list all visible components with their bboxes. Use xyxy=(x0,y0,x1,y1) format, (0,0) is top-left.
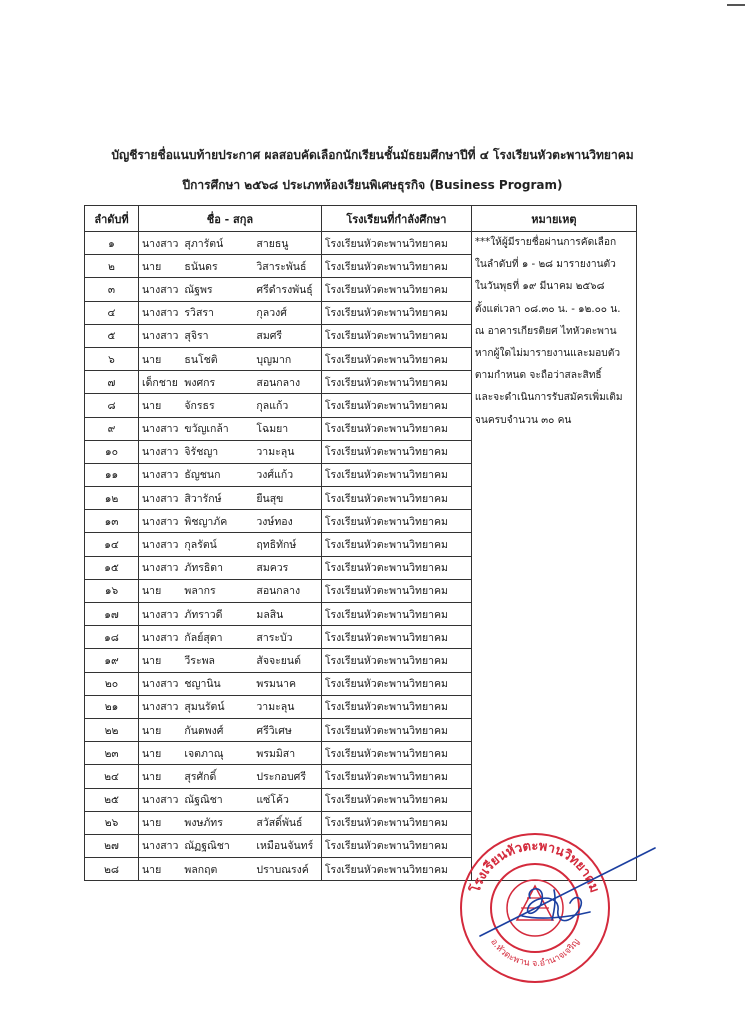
cell-school: โรงเรียนหัวตะพานวิทยาคม xyxy=(321,649,471,672)
cell-school: โรงเรียนหัวตะพานวิทยาคม xyxy=(321,765,471,788)
cell-order-number: ๑๕ xyxy=(85,556,139,579)
page-edge-mark xyxy=(727,4,745,6)
cell-order-number: ๒๓ xyxy=(85,742,139,765)
cell-school: โรงเรียนหัวตะพานวิทยาคม xyxy=(321,811,471,834)
cell-first-name: พลากร xyxy=(181,579,253,602)
cell-name-prefix: นางสาว xyxy=(139,626,182,649)
cell-name-prefix: นาย xyxy=(139,765,182,788)
cell-name-prefix: นาย xyxy=(139,718,182,741)
cell-first-name: พงษภัทร xyxy=(181,811,253,834)
cell-school: โรงเรียนหัวตะพานวิทยาคม xyxy=(321,788,471,811)
cell-first-name: สุมนรัตน์ xyxy=(181,695,253,718)
cell-name-prefix: นางสาว xyxy=(139,834,182,857)
cell-last-name: ประกอบศรี xyxy=(253,765,321,788)
remark-line: หากผู้ใดไม่มารายงานและมอบตัว xyxy=(474,347,621,359)
cell-last-name: สอนกลาง xyxy=(253,371,321,394)
cell-order-number: ๑๗ xyxy=(85,603,139,626)
cell-school: โรงเรียนหัวตะพานวิทยาคม xyxy=(321,742,471,765)
cell-order-number: ๒๗ xyxy=(85,834,139,857)
cell-last-name: วงษ์ทอง xyxy=(253,510,321,533)
cell-order-number: ๖ xyxy=(85,347,139,370)
cell-last-name: กุลแก้ว xyxy=(253,394,321,417)
cell-name-prefix: นางสาว xyxy=(139,695,182,718)
cell-last-name: สมศรี xyxy=(253,324,321,347)
remark-line: ตั้งแต่เวลา ๐๘.๓๐ น. - ๑๒.๐๐ น. xyxy=(474,303,621,315)
remark-line: จนครบจำนวน ๓๐ คน xyxy=(474,414,572,426)
cell-order-number: ๒๖ xyxy=(85,811,139,834)
cell-school: โรงเรียนหัวตะพานวิทยาคม xyxy=(321,440,471,463)
cell-first-name: รวิสรา xyxy=(181,301,253,324)
cell-school: โรงเรียนหัวตะพานวิทยาคม xyxy=(321,858,471,881)
cell-name-prefix: นางสาว xyxy=(139,510,182,533)
cell-order-number: ๔ xyxy=(85,301,139,324)
cell-last-name: สอนกลาง xyxy=(253,579,321,602)
cell-last-name: สายธนู xyxy=(253,232,321,255)
cell-order-number: ๑๙ xyxy=(85,649,139,672)
column-header-name: ชื่อ - สกุล xyxy=(139,206,322,232)
stamp-bottom-text: อ.หัวตะพาน จ.อำนาจเจริญ xyxy=(488,937,582,970)
cell-last-name: เหมือนจันทร์ xyxy=(253,834,321,857)
cell-name-prefix: นาย xyxy=(139,858,182,881)
table-row xyxy=(85,232,637,255)
remark-line: และจะดำเนินการรับสมัครเพิ่มเติม xyxy=(474,392,623,404)
cell-last-name: ศรีดำรงพันธุ์ xyxy=(253,278,321,301)
cell-name-prefix: นางสาว xyxy=(139,440,182,463)
cell-order-number: ๑๐ xyxy=(85,440,139,463)
cell-first-name: กันตพงศ์ xyxy=(181,718,253,741)
column-header-remark: หมายเหตุ xyxy=(471,206,636,232)
remark-line: ณ อาคารเกียรติยศ ไทหัวตะพาน xyxy=(474,325,617,337)
cell-last-name: สาระบัว xyxy=(253,626,321,649)
cell-first-name: ธนโชติ xyxy=(181,347,253,370)
cell-last-name: สัจจะยนต์ xyxy=(253,649,321,672)
cell-first-name: ขวัญเกล้า xyxy=(181,417,253,440)
cell-order-number: ๑ xyxy=(85,232,139,255)
cell-first-name: จักรธร xyxy=(181,394,253,417)
cell-order-number: ๒๘ xyxy=(85,858,139,881)
cell-order-number: ๑๖ xyxy=(85,579,139,602)
student-roster-table xyxy=(84,205,637,881)
cell-name-prefix: นางสาว xyxy=(139,278,182,301)
cell-school: โรงเรียนหัวตะพานวิทยาคม xyxy=(321,232,471,255)
remark-line: ***ให้ผู้มีรายชื่อผ่านการคัดเลือก xyxy=(474,237,617,248)
cell-name-prefix: นาย xyxy=(139,347,182,370)
signature xyxy=(470,838,660,948)
cell-first-name: กัลย์สุดา xyxy=(181,626,253,649)
cell-school: โรงเรียนหัวตะพานวิทยาคม xyxy=(321,278,471,301)
cell-last-name: ศรีวิเศษ xyxy=(253,718,321,741)
cell-school: โรงเรียนหัวตะพานวิทยาคม xyxy=(321,394,471,417)
cell-first-name: เจตภาณุ xyxy=(181,742,253,765)
cell-name-prefix: เด็กชาย xyxy=(139,371,182,394)
cell-first-name: พงศกร xyxy=(181,371,253,394)
cell-order-number: ๒ xyxy=(85,255,139,278)
remark-cell xyxy=(471,232,636,881)
cell-school: โรงเรียนหัวตะพานวิทยาคม xyxy=(321,487,471,510)
stamp-top-text: โรงเรียนหัวตะพานวิทยาคม xyxy=(468,838,602,895)
cell-last-name: แซ่โค้ว xyxy=(253,788,321,811)
cell-first-name: ณัฐพร xyxy=(181,278,253,301)
cell-order-number: ๘ xyxy=(85,394,139,417)
cell-school: โรงเรียนหัวตะพานวิทยาคม xyxy=(321,695,471,718)
cell-order-number: ๒๔ xyxy=(85,765,139,788)
cell-school: โรงเรียนหัวตะพานวิทยาคม xyxy=(321,718,471,741)
cell-first-name: สุภารัตน์ xyxy=(181,232,253,255)
cell-school: โรงเรียนหัวตะพานวิทยาคม xyxy=(321,579,471,602)
cell-name-prefix: นาย xyxy=(139,394,182,417)
cell-first-name: ธนันดร xyxy=(181,255,253,278)
cell-order-number: ๑๒ xyxy=(85,487,139,510)
cell-last-name: ปราบณรงค์ xyxy=(253,858,321,881)
cell-school: โรงเรียนหัวตะพานวิทยาคม xyxy=(321,626,471,649)
announcement-subtitle: ปีการศึกษา ๒๕๖๘ ประเภทห้องเรียนพิเศษธุรกิจ (Business Program) xyxy=(182,178,563,192)
column-header-no: ลำดับที่ xyxy=(85,206,139,232)
cell-last-name: วามะลุน xyxy=(253,695,321,718)
cell-last-name: สมควร xyxy=(253,556,321,579)
cell-first-name: กุลรัตน์ xyxy=(181,533,253,556)
cell-order-number: ๒๕ xyxy=(85,788,139,811)
cell-first-name: พิชญาภัค xyxy=(181,510,253,533)
cell-last-name: บุญมาก xyxy=(253,347,321,370)
cell-school: โรงเรียนหัวตะพานวิทยาคม xyxy=(321,255,471,278)
cell-name-prefix: นาย xyxy=(139,742,182,765)
cell-name-prefix: นาย xyxy=(139,255,182,278)
cell-first-name: สุจิรา xyxy=(181,324,253,347)
cell-name-prefix: นาย xyxy=(139,649,182,672)
cell-order-number: ๒๒ xyxy=(85,718,139,741)
remark-line: ตามกำหนด จะถือว่าสละสิทธิ์ xyxy=(474,370,602,382)
cell-school: โรงเรียนหัวตะพานวิทยาคม xyxy=(321,371,471,394)
cell-school: โรงเรียนหัวตะพานวิทยาคม xyxy=(321,301,471,324)
cell-name-prefix: นาย xyxy=(139,579,182,602)
cell-school: โรงเรียนหัวตะพานวิทยาคม xyxy=(321,533,471,556)
remark-line: ในวันพุธที่ ๑๙ มีนาคม ๒๕๖๘ xyxy=(474,281,605,293)
cell-name-prefix: นางสาว xyxy=(139,417,182,440)
cell-order-number: ๒๑ xyxy=(85,695,139,718)
cell-order-number: ๑๔ xyxy=(85,533,139,556)
cell-name-prefix: นางสาว xyxy=(139,232,182,255)
cell-first-name: วีระพล xyxy=(181,649,253,672)
announcement-title: บัญชีรายชื่อแนบท้ายประกาศ ผลสอบคัดเลือกนักเรียนชั้นมัธยมศึกษาปีที่ ๔ โรงเรียนหัวตะพานวิทยาคม xyxy=(111,148,634,162)
cell-school: โรงเรียนหัวตะพานวิทยาคม xyxy=(321,510,471,533)
cell-name-prefix: นางสาว xyxy=(139,463,182,486)
cell-name-prefix: นางสาว xyxy=(139,301,182,324)
column-header-school: โรงเรียนที่กำลังศึกษา xyxy=(321,206,471,232)
cell-order-number: ๑๘ xyxy=(85,626,139,649)
cell-school: โรงเรียนหัวตะพานวิทยาคม xyxy=(321,603,471,626)
cell-last-name: วามะลุน xyxy=(253,440,321,463)
cell-last-name: กุลวงศ์ xyxy=(253,301,321,324)
cell-last-name: ฤทธิทักษ์ xyxy=(253,533,321,556)
remark-line: ในลำดับที่ ๑ - ๒๘ มารายงานตัว xyxy=(474,259,616,271)
cell-school: โรงเรียนหัวตะพานวิทยาคม xyxy=(321,556,471,579)
cell-first-name: ชญานิน xyxy=(181,672,253,695)
cell-first-name: ธัญชนก xyxy=(181,463,253,486)
cell-order-number: ๒๐ xyxy=(85,672,139,695)
cell-order-number: ๑๑ xyxy=(85,463,139,486)
cell-school: โรงเรียนหัวตะพานวิทยาคม xyxy=(321,834,471,857)
cell-school: โรงเรียนหัวตะพานวิทยาคม xyxy=(321,672,471,695)
cell-name-prefix: นางสาว xyxy=(139,487,182,510)
cell-last-name: มลสิน xyxy=(253,603,321,626)
table-header-row xyxy=(85,206,637,232)
cell-name-prefix: นางสาว xyxy=(139,603,182,626)
cell-last-name: สวัสดิ์พันธ์ xyxy=(253,811,321,834)
cell-first-name: ณัฐณิชา xyxy=(181,788,253,811)
cell-first-name: พลกฤต xyxy=(181,858,253,881)
cell-first-name: สิวารักษ์ xyxy=(181,487,253,510)
cell-school: โรงเรียนหัวตะพานวิทยาคม xyxy=(321,347,471,370)
cell-school: โรงเรียนหัวตะพานวิทยาคม xyxy=(321,324,471,347)
cell-name-prefix: นางสาว xyxy=(139,533,182,556)
cell-first-name: ภัทราวดี xyxy=(181,603,253,626)
cell-first-name: สุรศักดิ์ xyxy=(181,765,253,788)
cell-last-name: พรมนาค xyxy=(253,672,321,695)
cell-name-prefix: นางสาว xyxy=(139,556,182,579)
cell-last-name: ยืนสุข xyxy=(253,487,321,510)
cell-order-number: ๓ xyxy=(85,278,139,301)
cell-first-name: จิรัชญา xyxy=(181,440,253,463)
cell-order-number: ๙ xyxy=(85,417,139,440)
cell-school: โรงเรียนหัวตะพานวิทยาคม xyxy=(321,417,471,440)
cell-last-name: โฉมยา xyxy=(253,417,321,440)
cell-name-prefix: นางสาว xyxy=(139,788,182,811)
cell-name-prefix: นางสาว xyxy=(139,324,182,347)
cell-last-name: พรมมิสา xyxy=(253,742,321,765)
cell-first-name: ภัทรธิดา xyxy=(181,556,253,579)
cell-name-prefix: นางสาว xyxy=(139,672,182,695)
cell-first-name: ณัฏฐณิชา xyxy=(181,834,253,857)
cell-last-name: วิสาระพันธ์ xyxy=(253,255,321,278)
cell-order-number: ๕ xyxy=(85,324,139,347)
cell-last-name: วงศ์แก้ว xyxy=(253,463,321,486)
cell-order-number: ๗ xyxy=(85,371,139,394)
cell-order-number: ๑๓ xyxy=(85,510,139,533)
cell-name-prefix: นาย xyxy=(139,811,182,834)
cell-school: โรงเรียนหัวตะพานวิทยาคม xyxy=(321,463,471,486)
